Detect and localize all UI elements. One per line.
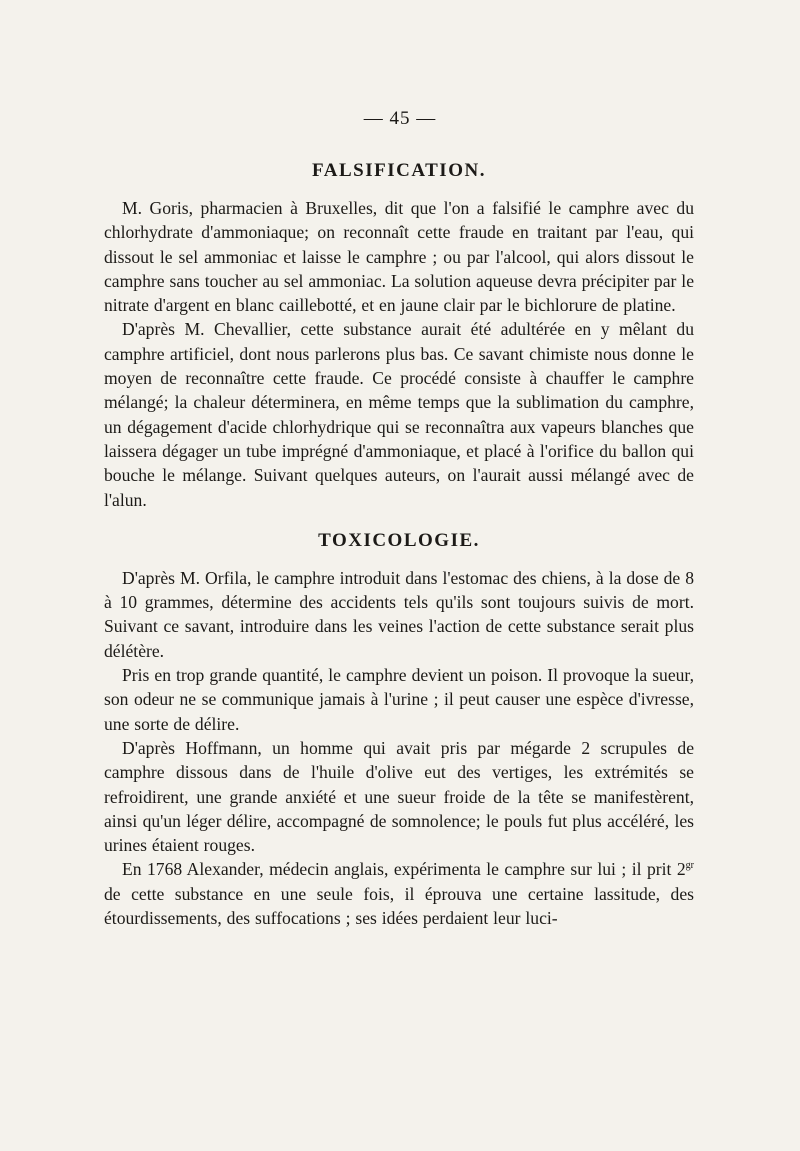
paragraph-alexander bbox=[104, 857, 694, 930]
paragraph: M. Goris, pharmacien à Bruxelles, dit que l'on a falsifié le camphre avec du chlorhydrate d'ammoniaque; on reconnaît cette fraude en traitant par l'eau, qui dissout le sel ammoniac et laisse le camphre ; ou par l'alcool, qui alors dissout le camphre sans toucher au sel ammoniac. La solution aqueuse devra précipiter par le nitrate d'argent en blanc caillebotté, et en jaune clair par le bichlorure de platine. bbox=[104, 198, 694, 316]
paragraph: D'après M. Orfila, le camphre introduit dans l'estomac des chiens, à la dose de 8 à 10 grammes, détermine des accidents tels qu'ils sont toujours suivis de mort. Suivant ce savant, introduire dans les veines l'action de cette substance serait plus délétère. bbox=[104, 567, 694, 661]
paragraph: D'après Hoffmann, un homme qui avait pris par mégarde 2 scrupules de camphre dissous dans de l'huile d'olive eut des vertiges, les extrémités se refroidirent, une grande anxiété et une sueur froide de la tête se manifestèrent, ainsi qu'un léger délire, accompagné de somnolence; le pouls fut plus accéléré, les urines étaient rouges. bbox=[104, 737, 694, 856]
paragraph: Pris en trop grande quantité, le camphre devient un poison. Il provoque la sueur, son odeur ne se communique jamais à l'urine ; il peut causer une espèce d'ivresse, une sorte de délire. bbox=[104, 665, 694, 734]
page-number: — 45 — bbox=[363, 108, 437, 129]
paragraph-text: de cette substance en une seule fois, il éprouva une certaine lassitude, des étourdissements, des suffocations ; ses idées perdaient leur luci- bbox=[104, 883, 694, 929]
page-body bbox=[104, 158, 694, 930]
paragraph: D'après M. Chevallier, cette substance aurait été adultérée en y mêlant du camphre artificiel, dont nous parlerons plus bas. Ce savant chimiste nous donne le moyen de reconnaître cette fraude. Ce procédé consiste à chauffer le camphre mélangé; la chaleur déterminera, en même temps que la sublimation du camphre, un dégagement d'acide chlorhydrique qui se reconnaîtra aux vapeurs blanches que laissera dégager un tube imprégné d'ammoniaque, et placé à l'orifice du ballon qui bouche le mélange. Suivant quelques auteurs, on l'aurait aussi mélangé avec de l'alun. bbox=[104, 319, 694, 510]
paragraph-text: En 1768 Alexander, médecin anglais, expérimenta le camphre sur lui ; il prit 2 bbox=[122, 859, 686, 880]
section-heading-toxicologie: TOXICOLOGIE. bbox=[318, 529, 480, 551]
section-heading-falsification: FALSIFICATION. bbox=[312, 160, 486, 181]
unit-superscript: gr bbox=[685, 860, 694, 872]
